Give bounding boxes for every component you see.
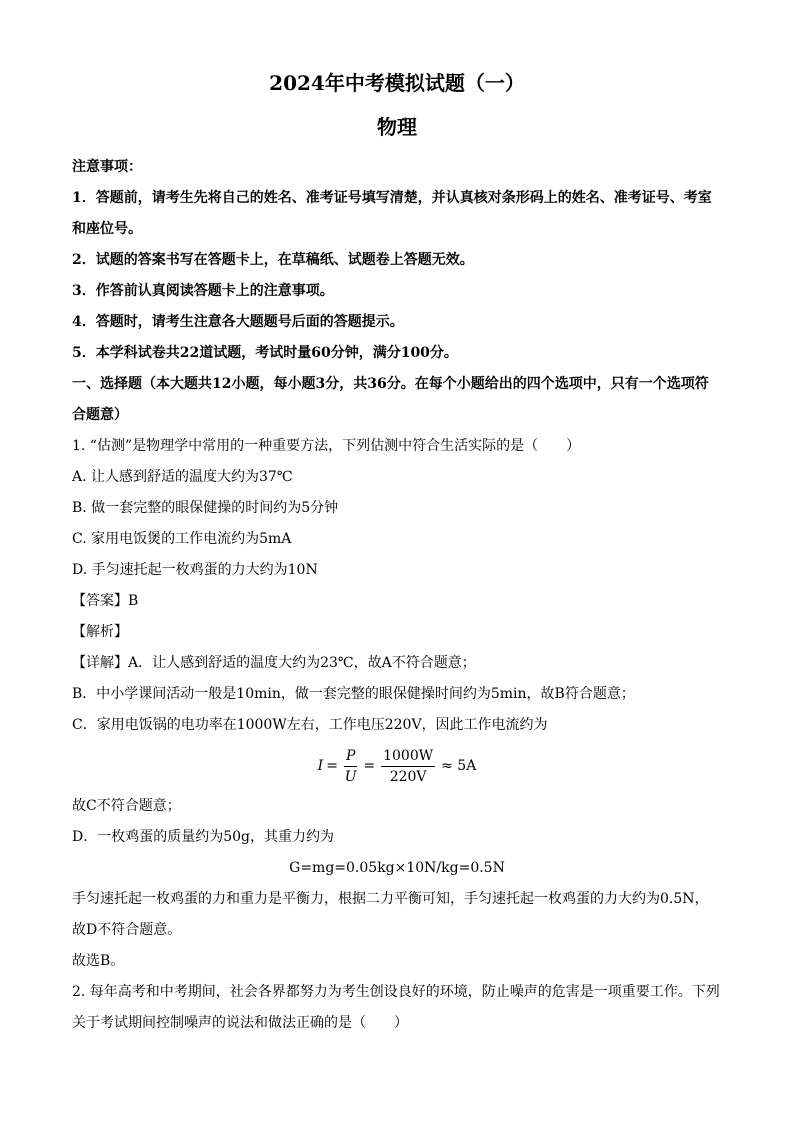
exam-title: 2024年中考模拟试题（一） xyxy=(269,71,525,95)
detail-a: A．让人感到舒适的温度大约为23℃，故A不符合题意； xyxy=(128,655,476,671)
detail-c: C．家用电饭锅的电功率在1000W左右，工作电压220V，因此工作电流约为 xyxy=(72,717,548,733)
exam-subject: 物理 xyxy=(377,115,417,139)
option-c: C. 家用电饭煲的工作电流约为5mA xyxy=(72,531,292,547)
d-text-1: 手匀速托起一枚鸡蛋的力和重力是平衡力，根据二力平衡可知，手匀速托起一枚鸡蛋的力大约为0.5N， xyxy=(72,891,709,907)
analysis-tag: 【解析】 xyxy=(72,624,128,640)
notice-item-4: 4．答题时，请考生注意各大题题号后面的答题提示。 xyxy=(72,314,404,330)
answer-line xyxy=(72,586,722,617)
eq-rhs: ≈ 5A xyxy=(441,758,477,774)
question-2-stem: 2. 每年高考和中考期间，社会各界都努力为考生创设良好的环境，防止噪声的危害是一项重要工作。下列关于考试期间控制噪声的说法和做法正确的是（ ） xyxy=(72,984,720,1031)
detail-b: B．中小学课间活动一般是10min，做一套完整的眼保健操时间约为5min，故B符合题意； xyxy=(72,686,635,702)
eq-sign-2: = xyxy=(363,758,376,774)
option-b: B. 做一套完整的眼保健操的时间约为5分钟 xyxy=(72,500,339,516)
detail-d: D．一枚鸡蛋的质量约为50g，其重力约为 xyxy=(72,829,334,845)
eq-lhs: I xyxy=(317,758,324,774)
c-conclusion: 故C不符合题意； xyxy=(72,798,181,814)
current-equation xyxy=(72,741,722,791)
notice-item-5: 5．本学科试卷共22道试题，考试时量60分钟，满分100分。 xyxy=(72,345,458,361)
answer-value: B xyxy=(128,593,139,609)
detail-tag: 【详解】 xyxy=(72,655,128,671)
notice-item-1: 1．答题前，请考生先将自己的姓名、准考证号填写清楚，并认真核对条形码上的姓名、准考证号、考室和座位号。 xyxy=(72,190,712,237)
notice-heading: 注意事项： xyxy=(72,159,142,175)
weight-equation: G=mg=0.05kg×10N/kg=0.5N xyxy=(289,860,505,876)
eq-sign-1: = xyxy=(326,758,338,774)
detail-a-line xyxy=(72,648,722,679)
fraction-den-1: U xyxy=(344,768,357,785)
exam-page xyxy=(72,70,722,1039)
notice-item-2: 2．试题的答案书写在答题卡上，在草稿纸、试题卷上答题无效。 xyxy=(72,252,474,268)
q1-conclusion: 故选B。 xyxy=(72,953,125,969)
fraction-num-1: P xyxy=(344,746,357,767)
fraction-den-2: 220V xyxy=(389,768,427,785)
fraction-num-2: 1000W xyxy=(381,746,435,767)
answer-tag: 【答案】 xyxy=(72,593,128,609)
question-stem: 1. “估测”是物理学中常用的一种重要方法，下列估测中符合生活实际的是（ ） xyxy=(72,438,581,454)
fraction-values xyxy=(381,746,435,787)
notice-item-3: 3．作答前认真阅读答题卡上的注意事项。 xyxy=(72,283,334,299)
d-text-2: 故D不符合题意。 xyxy=(72,922,182,938)
section-heading: 一、选择题（本大题共12小题，每小题3分，共36分。在每个小题给出的四个选项中，只有一个选项符合题意） xyxy=(72,376,709,423)
option-d: D. 手匀速托起一枚鸡蛋的力大约为10N xyxy=(72,562,318,578)
option-a: A. 让人感到舒适的温度大约为37℃ xyxy=(72,469,293,485)
fraction-p-over-u xyxy=(344,746,357,787)
